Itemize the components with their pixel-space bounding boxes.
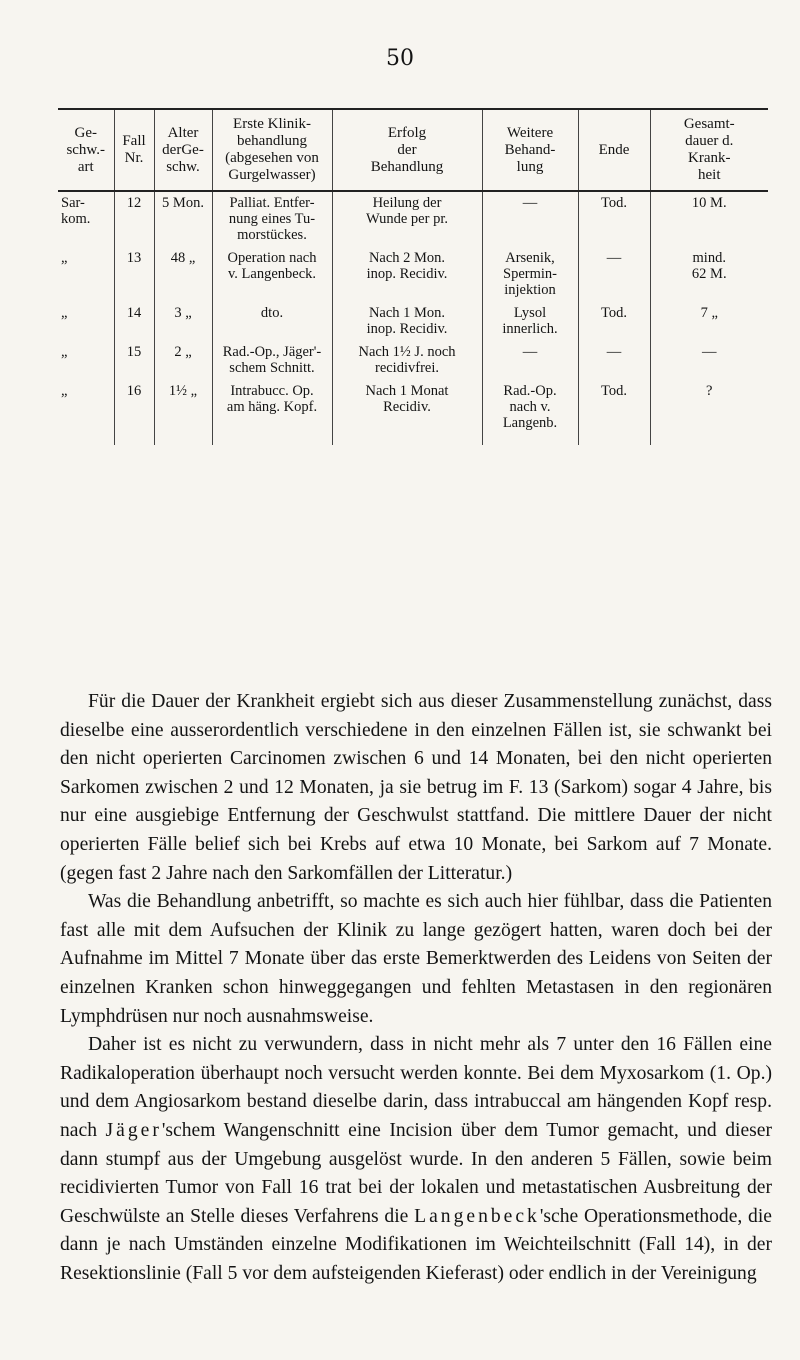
cell-tumor-age: 48 „ [154, 247, 212, 302]
cell-tumor-type: „ [61, 383, 68, 399]
header-first-treatment: Erste Klinik- behandlung (abgesehen von Gurgelwasser) [212, 109, 332, 191]
cell-outcome: Tod. [578, 302, 650, 341]
body-text [60, 688, 772, 1288]
cell-further-treatment: — [482, 191, 578, 247]
table-body [58, 191, 768, 445]
header-outcome: Ende [578, 109, 650, 191]
cell-outcome: — [578, 341, 650, 380]
cell-total-duration: ? [650, 380, 768, 445]
cell-first-treatment: Palliat. Entfer- nung eines Tu- morstückes. [212, 191, 332, 247]
cell-tumor-age: 1½ „ [154, 380, 212, 445]
cell-tumor-type: Sar- kom. [61, 195, 91, 227]
table-row [58, 380, 768, 445]
table-row [58, 302, 768, 341]
paragraph-text: 'schem Wangenschnitt eine Incision über dem Tumor gemacht, und dieser dann stumpf aus der Umgebung ausgelöst wurde. In den anderen 5 Fällen, sowie beim recidivierten Tumor von Fall 16 trat bei der lokalen und metastatischen Ausbreitung der Geschwülste an Stelle dieses Verfahrens die [60, 1119, 772, 1227]
paragraph-text: Was die Behandlung anbetrifft, so machte es sich auch hier fühlbar, dass die Patienten fast alle mit dem Aufsuchen der Klinik zu lange gezögert hatten, waren doch bei der Aufnahme im Mittel 7 Monate über das erste Bemerktwerden des Leidens von Seiten der einzelnen Kranken schon hinweggegangen und fehlten Metastasen in den regionären Lymphdrüsen nur noch ausnahmsweise. [60, 891, 772, 1027]
table-header-row [58, 109, 768, 191]
cell-treatment-result: Heilung der Wunde per pr. [332, 191, 482, 247]
case-table-container [58, 108, 768, 445]
cell-treatment-result: Nach 1 Mon. inop. Recidiv. [332, 302, 482, 341]
paragraph-text: Für die Dauer der Krankheit ergiebt sich aus dieser Zusammenstellung zunächst, dass dieselbe eine ausserordentlich verschiedene in den einzelnen Fällen ist, sie schwankt bei den nicht operierten Carcinomen zwischen 6 und 14 Monaten, bei den nicht operierten Sarkomen zwischen 2 und 12 Monaten, ja sie betrug im F. 13 (Sarkom) sogar 4 Jahre, bis nur eine ausgiebige Entfernung der Geschwulst stattfand. Die mittlere Dauer der nicht operierten Fälle belief sich bei Krebs auf etwa 10 Monate, bei Sarkom auf 7 Monate. (gegen fast 2 Jahre nach den Sarkomfällen der Litteratur.) [60, 691, 772, 884]
spaced-name-jaeger: Jäger [105, 1119, 162, 1141]
cell-total-duration: mind. 62 M. [650, 247, 768, 302]
cell-case-number: 16 [114, 380, 154, 445]
header-further-treatment: Weitere Behand- lung [482, 109, 578, 191]
cell-further-treatment: Arsenik, Spermin- injektion [482, 247, 578, 302]
cell-outcome: Tod. [578, 380, 650, 445]
cell-tumor-type: „ [61, 344, 68, 360]
cell-total-duration: 10 M. [650, 191, 768, 247]
cell-first-treatment: Operation nach v. Langenbeck. [212, 247, 332, 302]
paragraph-treatment [60, 888, 772, 1031]
cell-tumor-age: 3 „ [154, 302, 212, 341]
cell-tumor-type: „ [61, 250, 68, 266]
cell-first-treatment: Intrabucc. Op. am häng. Kopf. [212, 380, 332, 445]
cell-further-treatment: Rad.-Op. nach v. Langenb. [482, 380, 578, 445]
table-row [58, 247, 768, 302]
cell-first-treatment: dto. [212, 302, 332, 341]
cell-tumor-age: 2 „ [154, 341, 212, 380]
table-row [58, 191, 768, 247]
cell-further-treatment: Lysol innerlich. [482, 302, 578, 341]
cell-case-number: 14 [114, 302, 154, 341]
case-table [58, 108, 768, 445]
header-treatment-result: Erfolg der Behandlung [332, 109, 482, 191]
cell-total-duration: 7 „ [650, 302, 768, 341]
header-total-duration: Gesamt- dauer d. Krank- heit [650, 109, 768, 191]
cell-tumor-age: 5 Mon. [154, 191, 212, 247]
cell-further-treatment: — [482, 341, 578, 380]
cell-total-duration: — [650, 341, 768, 380]
header-tumor-type: Ge- schw.- art [58, 109, 114, 191]
paragraph-text: Daher ist es nicht zu verwundern, dass in nicht mehr als 7 unter den 16 Fällen eine Radikaloperation überhaupt noch versucht werden konnte. Bei dem Myxosarkom (1. Op.) und dem Angiosarkom bestand dieselbe darin, dass intrabuccal am hängenden Kopf resp. nach [60, 1034, 772, 1141]
cell-treatment-result: Nach 2 Mon. inop. Recidiv. [332, 247, 482, 302]
cell-treatment-result: Nach 1 Monat Recidiv. [332, 380, 482, 445]
header-case-number: Fall Nr. [114, 109, 154, 191]
cell-tumor-type: „ [61, 305, 68, 321]
header-tumor-age: Alter derGe- schw. [154, 109, 212, 191]
cell-case-number: 15 [114, 341, 154, 380]
cell-first-treatment: Rad.-Op., Jäger'- schem Schnitt. [212, 341, 332, 380]
paragraph-duration [60, 688, 772, 888]
cell-outcome: Tod. [578, 191, 650, 247]
cell-case-number: 12 [114, 191, 154, 247]
table-row [58, 341, 768, 380]
cell-outcome: — [578, 247, 650, 302]
paragraph-text: 'sche Operationsmethode, die dann je nach Umständen einzelne Modifikationen im Weichteilschnitt (Fall 14), in der Resektionslinie (Fall 5 vor dem aufsteigenden Kieferast) oder endlich in der Vereinigung [60, 1205, 772, 1284]
cell-treatment-result: Nach 1½ J. noch recidivfrei. [332, 341, 482, 380]
cell-case-number: 13 [114, 247, 154, 302]
spaced-name-langenbeck: Langenbeck [414, 1205, 540, 1227]
paragraph-operations [60, 1031, 772, 1288]
page-number: 50 [386, 46, 414, 71]
